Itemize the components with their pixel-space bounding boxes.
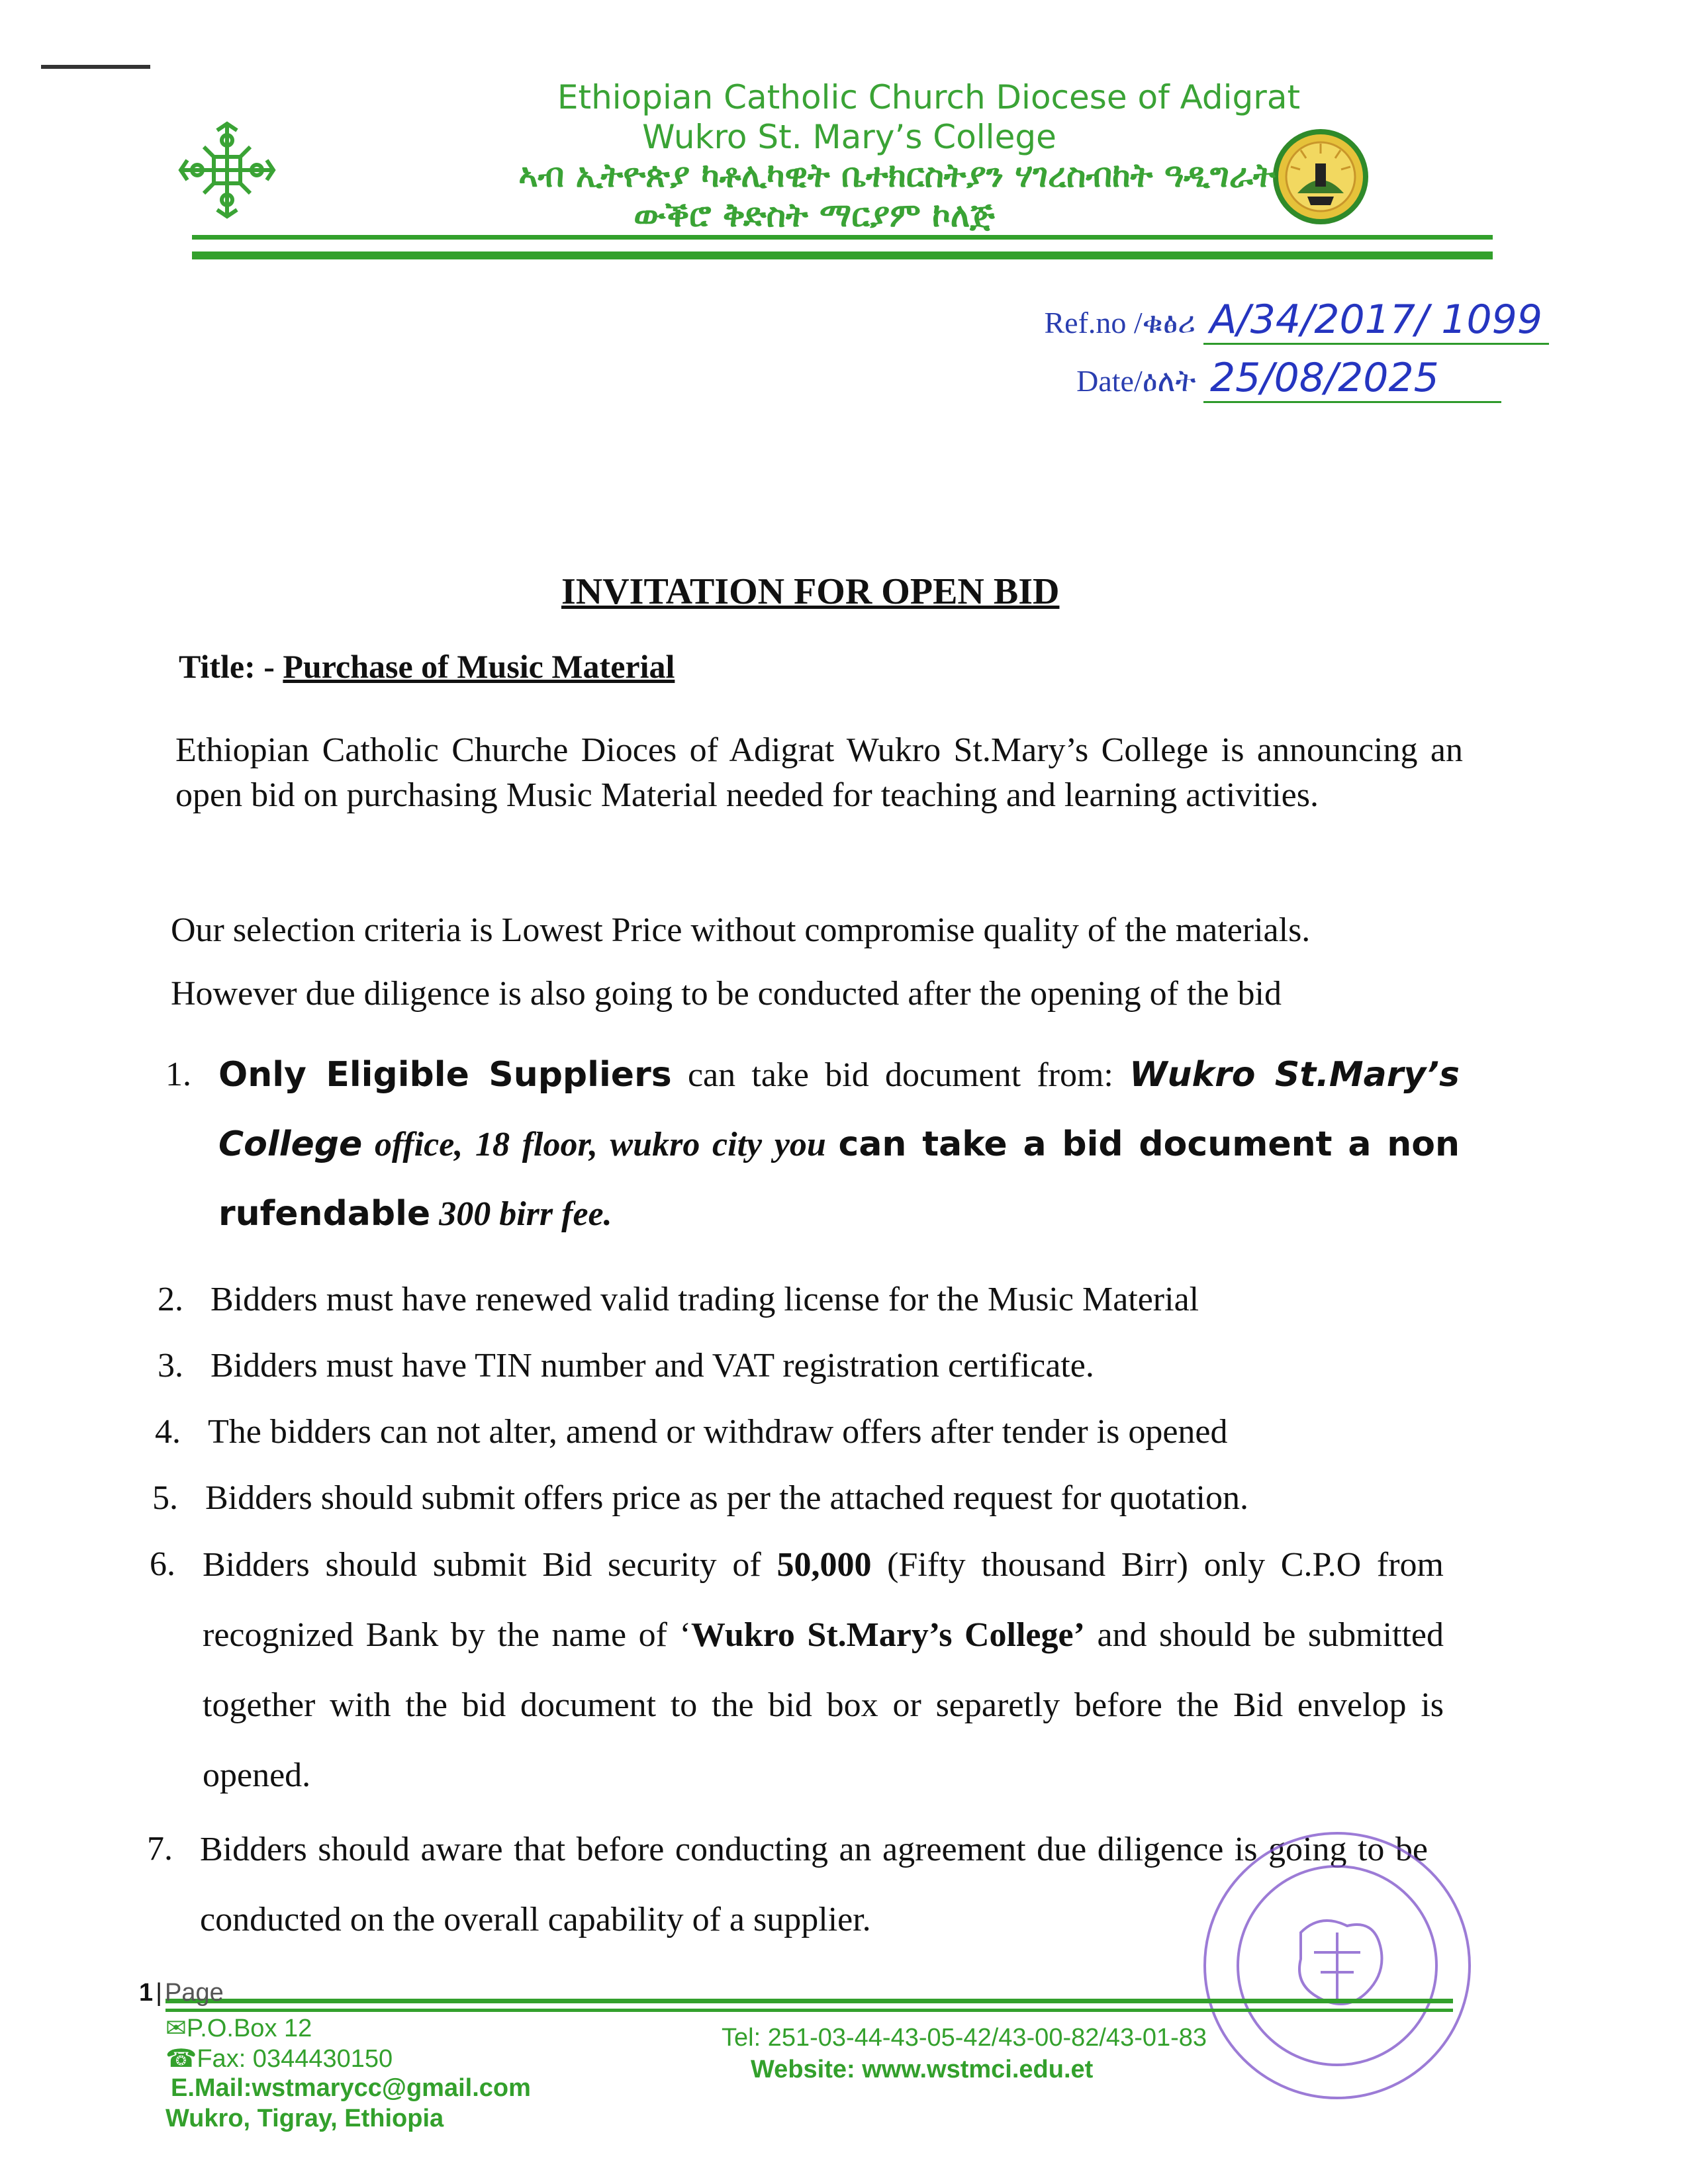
footer-website: Website: www.wstmci.edu.et <box>751 2056 1094 2083</box>
header-line-3-amharic: ኣብ ኢትዮጵያ ካቶሊካዊት ቤተክርስትያን ሃገረስብከት ዓዲግራት <box>518 156 1276 195</box>
phone-icon: ☎ <box>165 2045 197 2073</box>
item-6-part-a: Bidders should submit Bid security of <box>203 1546 777 1584</box>
list-item-6 <box>150 1530 1444 1815</box>
page-number: 1 <box>139 1979 154 2007</box>
title-text: Purchase of Music Material <box>283 648 675 685</box>
footer-tel: Tel: 251-03-44-43-05-42/43-00-82/43-01-83 <box>722 2024 1207 2052</box>
item-6-part-b: 50,000 <box>776 1546 872 1584</box>
criteria-line-2: However due diligence is also going to be conducted after the opening of the bid <box>171 975 1282 1013</box>
item-1-part-c: Wukro St.Mary’s College <box>218 1055 1460 1164</box>
item-6-part-d: Wukro St.Mary’s College’ <box>690 1616 1085 1654</box>
item-6-part-c: (Fifty thousand Birr) only C.P.O from recognized Bank by the name of ‘ <box>203 1546 1444 1654</box>
list-item-2 <box>158 1265 1465 1334</box>
footer-fax: ☎Fax: 0344430150 <box>165 2045 393 2073</box>
envelope-icon: ✉ <box>165 2015 187 2042</box>
footer-rule-top <box>165 1999 1453 2003</box>
item-text: Bidders should aware that before conducting an agreement due diligence is going to be conducted on the overall capability of a supplier. <box>200 1831 1428 1938</box>
document-title <box>179 647 675 686</box>
item-number: 2. <box>158 1281 183 1318</box>
item-text <box>203 1530 1444 1811</box>
list-item-4 <box>155 1398 1466 1467</box>
item-6-part-e: and should be submitted together with the bid document to the bid box or separetly before the Bid envelop is opened. <box>203 1616 1444 1794</box>
ref-number-row <box>1044 296 1549 345</box>
item-number: 1. <box>165 1056 191 1093</box>
date-row <box>1076 355 1501 403</box>
header-rule-bottom <box>192 251 1493 259</box>
header-line-2: Wukro St. Mary’s College <box>642 118 1056 156</box>
list-item-3 <box>158 1332 1465 1400</box>
item-text: Bidders should submit offers price as per the attached request for quotation. <box>205 1479 1248 1517</box>
item-text: The bidders can not alter, amend or withdraw offers after tender is opened <box>208 1413 1228 1451</box>
criteria-line-1: Our selection criteria is Lowest Price without compromise quality of the materials. <box>171 911 1311 949</box>
item-number: 7. <box>147 1830 173 1868</box>
item-1-part-f: 300 birr fee. <box>430 1195 612 1233</box>
title-prefix: Title: - <box>179 648 283 685</box>
ref-label: Ref.no /ቁፅሪ <box>1044 306 1196 340</box>
item-1-part-a: Only Eligible Suppliers <box>218 1055 672 1095</box>
official-stamp-icon <box>1188 1820 1486 2111</box>
list-item-5 <box>152 1464 1466 1533</box>
item-1-part-d: office, 18 floor, wukro city you <box>362 1126 839 1163</box>
page-label: Page <box>165 1979 224 2007</box>
page-indicator: 1 | Page <box>139 1979 224 2007</box>
date-label: Date/ዕለት <box>1076 364 1196 398</box>
date-value: 25/08/2025 <box>1203 355 1501 403</box>
item-1-part-e: can take a bid document a non rufendable <box>218 1124 1460 1234</box>
ref-value: A/34/2017/ 1099 <box>1203 296 1550 345</box>
item-1-part-b: can take bid document from: <box>671 1056 1130 1094</box>
header-rule-top <box>192 235 1493 240</box>
footer-rule-bottom <box>165 2009 1453 2012</box>
item-text: Bidders must have TIN number and VAT registration certificate. <box>211 1347 1094 1385</box>
item-text: Bidders must have renewed valid trading license for the Music Material <box>211 1281 1199 1318</box>
scan-mark <box>41 65 150 69</box>
header-line-1: Ethiopian Catholic Church Diocese of Adigrat <box>557 78 1301 116</box>
header-line-4-amharic: ውቕሮ ቅድስት ማርያም ኮለጅ <box>633 196 995 234</box>
document-heading: INVITATION FOR OPEN BID <box>561 571 1060 612</box>
footer-email: E.Mail:wstmarycc@gmail.com <box>171 2074 531 2102</box>
item-number: 4. <box>155 1413 181 1451</box>
list-item-1 <box>165 1040 1460 1252</box>
footer-po-box: ✉P.O.Box 12 <box>165 2015 312 2042</box>
item-number: 3. <box>158 1347 183 1385</box>
item-number: 6. <box>150 1545 175 1583</box>
footer-address: Wukro, Tigray, Ethiopia <box>165 2105 444 2132</box>
intro-paragraph: Ethiopian Catholic Churche Dioces of Adigrat Wukro St.Mary’s College is announcing an open bid on purchasing Music Material needed for teaching and learning activities. <box>175 731 1463 814</box>
item-text <box>218 1040 1460 1249</box>
item-number: 5. <box>152 1479 178 1517</box>
